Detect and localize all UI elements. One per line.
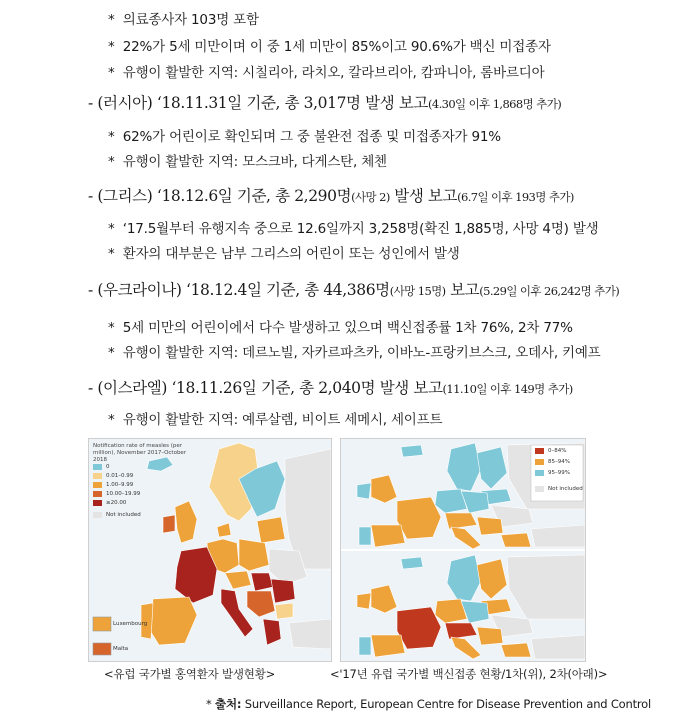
text-line-5 — [108, 125, 501, 145]
text-line-9 — [108, 242, 460, 262]
line-text: 유행이 활발한 지역: 시칠리아, 라치오, 칼라브리아, 캄파니아, 롬바르디아 — [122, 65, 545, 81]
legend-label: ≥20.00 — [106, 500, 127, 506]
legend-label: 95–99% — [548, 470, 570, 476]
heading-note: (사망 2) — [351, 190, 390, 204]
legend-swatch — [93, 491, 102, 497]
bullet-mark: * — [108, 345, 115, 361]
dash-mark: - — [88, 94, 93, 112]
legend-label: Not included — [548, 486, 583, 492]
heading-ukraine — [88, 278, 619, 300]
legend-swatch — [535, 459, 544, 465]
bullet-mark: * — [108, 154, 115, 170]
dash-mark: - — [88, 187, 93, 205]
source-label: 출처: — [215, 697, 242, 711]
legend-swatch — [93, 500, 102, 506]
rate-legend-item — [93, 500, 126, 506]
legend-label: 0 — [106, 464, 110, 470]
coverage-legend-item — [535, 448, 566, 454]
rate-legend-item — [93, 482, 133, 488]
text-line-12 — [108, 341, 601, 361]
line-text: 22%가 5세 미만이며 이 중 1세 미만이 85%이고 90.6%가 백신 미접종자 — [122, 39, 551, 55]
heading-main-2: 발생 보고 — [389, 187, 458, 205]
bullet-mark: * — [108, 39, 115, 55]
legend-swatch — [93, 482, 102, 488]
legend-swatch — [93, 512, 102, 518]
heading-main: (이스라엘) ‘18.11.26일 기준, 총 2,040명 발생 보고 — [97, 379, 443, 397]
line-text: 유행이 활발한 지역: 데르노빌, 자카르파츠카, 이바노-프랑키브스크, 오데사, 키예프 — [122, 345, 601, 361]
bullet-mark: * — [108, 221, 115, 237]
legend-swatch — [535, 470, 544, 476]
legend-label: 1.00–9.99 — [106, 482, 134, 488]
coverage-legend-item — [535, 470, 570, 476]
heading-main: (러시아) ‘18.11.31일 기준, 총 3,017명 발생 보고 — [97, 94, 428, 112]
heading-note-2: (5.29일 이후 26,242명 추가) — [479, 284, 620, 298]
caption-measles-map: <유럽 국가별 홍역환자 발생현황> — [104, 667, 276, 681]
heading-main: (우크라이나) ‘18.12.4일 기준, 총 44,386명 — [97, 281, 390, 299]
legend-label: 0–84% — [548, 448, 567, 454]
legend-swatch — [535, 486, 544, 492]
measles-rate-map — [88, 438, 332, 662]
line-text: ‘17.5월부터 유행지속 중으로 12.6일까지 3,258명(확진 1,885명, 사망 4명) 발생 — [122, 221, 599, 237]
text-line-11 — [108, 316, 573, 336]
coverage-legend-item — [535, 486, 583, 492]
inset-label-malta: Malta — [113, 646, 129, 652]
rate-legend-item — [93, 512, 141, 518]
line-text: 의료종사자 103명 포함 — [122, 12, 259, 28]
source-note — [206, 696, 651, 712]
inset-label-luxembourg: Luxembourg — [113, 621, 148, 627]
line-text: 62%가 어린이로 확인되며 그 중 불완전 접종 및 미접종자가 91% — [122, 129, 501, 145]
line-text: 유행이 활발한 지역: 예루살렘, 비이트 세메시, 세이프트 — [122, 412, 443, 428]
bullet-mark: * — [206, 697, 212, 711]
rate-legend-item — [93, 491, 140, 497]
rate-legend-item — [93, 464, 110, 470]
heading-israel — [88, 376, 573, 398]
legend-swatch — [535, 448, 544, 454]
heading-greece — [88, 184, 574, 206]
bullet-mark: * — [108, 412, 115, 428]
legend-swatch — [93, 473, 102, 479]
legend-swatch — [93, 464, 102, 470]
heading-main: (그리스) ‘18.12.6일 기준, 총 2,290명 — [97, 187, 352, 205]
line-text: 5세 미만의 어린이에서 다수 발생하고 있으며 백신접종률 1차 76%, 2차 77% — [122, 320, 573, 336]
coverage-legend-item — [535, 459, 570, 465]
bullet-mark: * — [108, 65, 115, 81]
text-line-2 — [108, 35, 551, 55]
dash-mark: - — [88, 379, 93, 397]
dash-mark: - — [88, 281, 93, 299]
rate-legend-title: Notification rate of measles (per million), November 2017–October 2018 — [93, 443, 187, 463]
heading-russia — [88, 91, 561, 113]
text-line-8 — [108, 217, 599, 237]
rate-legend-item — [93, 473, 133, 479]
vaccination-coverage-maps — [340, 438, 586, 662]
text-line-3 — [108, 61, 545, 81]
bullet-mark: * — [108, 12, 115, 28]
legend-label: 0.01–0.99 — [106, 473, 134, 479]
bullet-mark: * — [108, 129, 115, 145]
heading-main-2: 보고 — [445, 281, 480, 299]
text-line-6 — [108, 150, 387, 170]
line-text: 환자의 대부분은 남부 그리스의 어린이 또는 성인에서 발생 — [122, 246, 460, 262]
text-line-14 — [108, 408, 442, 428]
heading-note: (4.30일 이후 1,868명 추가) — [427, 97, 562, 111]
caption-vaccination-map: <'17년 유럽 국가별 백신접종 현황/1차(위), 2차(아래)> — [330, 667, 608, 681]
legend-label: 85–94% — [548, 459, 570, 465]
source-text: Surveillance Report, European Centre for Disease Prevention and Control — [244, 697, 652, 711]
bullet-mark: * — [108, 246, 115, 262]
heading-note: (11.10일 이후 149명 추가) — [442, 382, 573, 396]
legend-label: 10.00–19.99 — [106, 491, 141, 497]
legend-label: Not included — [106, 512, 141, 518]
bullet-mark: * — [108, 320, 115, 336]
heading-note: (사망 15명) — [389, 284, 446, 298]
heading-note-2: (6.7일 이후 193명 추가) — [457, 190, 574, 204]
text-line-1 — [108, 8, 259, 28]
line-text: 유행이 활발한 지역: 모스크바, 다게스탄, 체첸 — [122, 154, 387, 170]
